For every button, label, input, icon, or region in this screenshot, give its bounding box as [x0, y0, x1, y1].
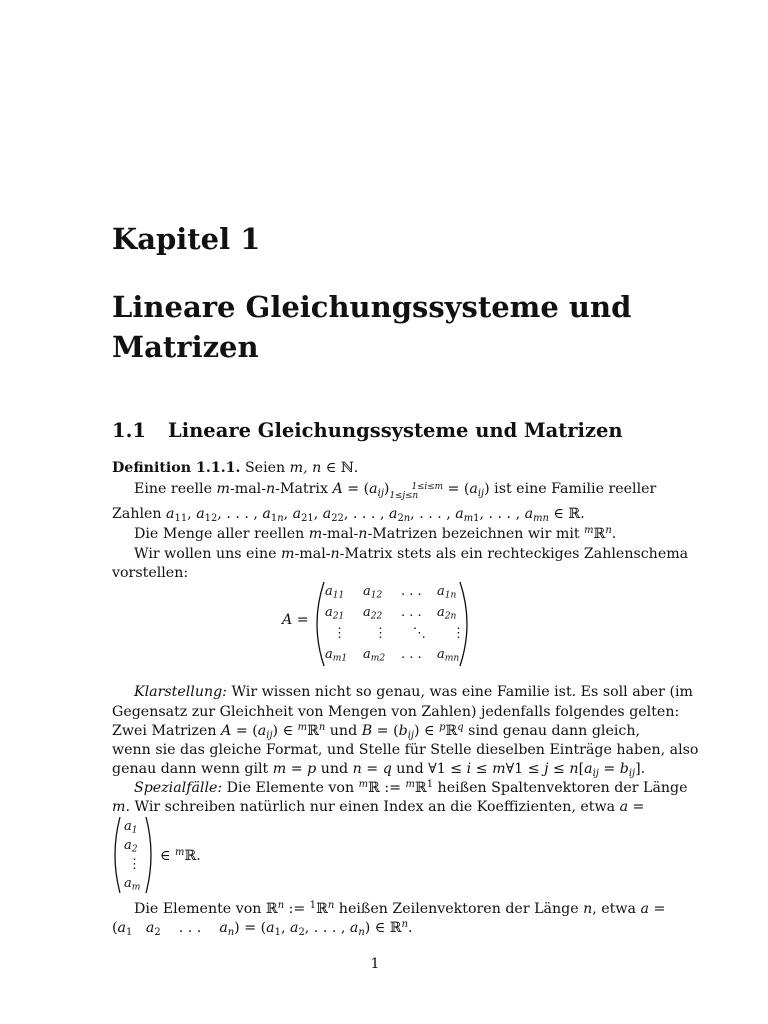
- spezialfaelle-line-2: m. Wir schreiben natürlich nur einen Index an die Koeffizienten, etwa a =: [112, 799, 645, 815]
- definition-intro-line: Definition 1.1.1. Seien m, n ∈ ℕ.: [112, 460, 359, 476]
- klarstellung-line-2: Gegensatz zur Gleichheit von Mengen von Zahlen) jedenfalls folgendes gelten:: [112, 704, 680, 720]
- page-number: 1: [370, 956, 380, 972]
- column-vector-body: $a_1$ $a_2$ ⋮ $a_m$: [124, 819, 141, 893]
- section-heading: [112, 419, 623, 442]
- definition-line-1: Eine reelle m-mal-n-Matrix $A = (a_{ij})$ 1≤i≤m $1\le j\le n = (a_{ij})$ ist eine Familie reeller: [134, 481, 657, 501]
- chapter-label: Kapitel 1: [112, 222, 261, 256]
- definition-line-2: Zahlen $a_{11}$, $a_{12}$, . . . , $a_{1n}$, $a_{21}$, $a_{22}$, . . . , $a_{2n}$, . . . , $a_{m1}$, . . . , $a_{mn}$ ∈ ℝ.: [112, 506, 585, 524]
- spezialfaelle-line-1: Spezialfälle: Die Elemente von $^m$ℝ := $^m$ℝ$^1$ heißen Spaltenvektoren der Länge: [134, 779, 688, 796]
- definition-label: Definition 1.1.1.: [112, 460, 241, 476]
- spezialfaelle-line-4: ($a_1$ $a_2$ . . . $a_n) = (a_1$, $a_2$, . . . , $a_n$) ∈ ℝ$^n$.: [112, 919, 413, 938]
- definition-line-4: Wir wollen uns eine m-mal-n-Matrix stets als ein rechteckiges Zahlenschema: [134, 546, 689, 562]
- definition-line-5: vorstellen:: [112, 565, 189, 581]
- klarstellung-line-1: Klarstellung: Wir wissen nicht so genau, was eine Familie ist. Es soll aber (im: [134, 684, 693, 700]
- klarstellung-line-3: Zwei Matrizen $A = (a_{ij})$ ∈ $^m$ℝ$^n$ und $B = (b_{ij})$ ∈ $^p$ℝ$^q$ sind genau dann gleich,: [112, 722, 640, 741]
- section-title: Lineare Gleichungssysteme und Matrizen: [168, 419, 623, 442]
- klarstellung-label: Klarstellung:: [134, 684, 227, 700]
- spezialfaelle-line-3: Die Elemente von ℝ$^n$ := $^1$ℝ$^n$ heißen Zeilenvektoren der Länge n, etwa a =: [134, 900, 666, 917]
- chapter-title: Lineare Gleichungssysteme und Matrizen: [112, 290, 632, 364]
- definition-line-3: Die Menge aller reellen m-mal-n-Matrizen bezeichnen wir mit $^m$ℝ$^n$.: [134, 525, 617, 542]
- matrix-body: $a_{11}$ $a_{12}$ . . . $a_{1n}$ $a_{21}$ $a_{22}$ . . . $a_{2n}$ ⋮ ⋮ ⋱ ⋮ $a_{m1}$ $a_{m2}$ . . . $a_{mn}$: [325, 584, 466, 664]
- section-number: 1.1: [112, 419, 146, 442]
- matrix-lhs: A =: [282, 612, 309, 628]
- column-vector-suffix: ∈ $^m$ℝ.: [160, 847, 201, 864]
- klarstellung-line-5: genau dann wenn gilt m = p und n = q und ∀1 ≤ i ≤ m∀1 ≤ $j \le n[a_{ij} = b_{ij}]$.: [112, 761, 646, 779]
- klarstellung-line-4: wenn sie das gleiche Format, und Stelle für Stelle dieselben Einträge haben, also: [112, 742, 699, 758]
- spezialfaelle-label: Spezialfälle:: [134, 780, 223, 796]
